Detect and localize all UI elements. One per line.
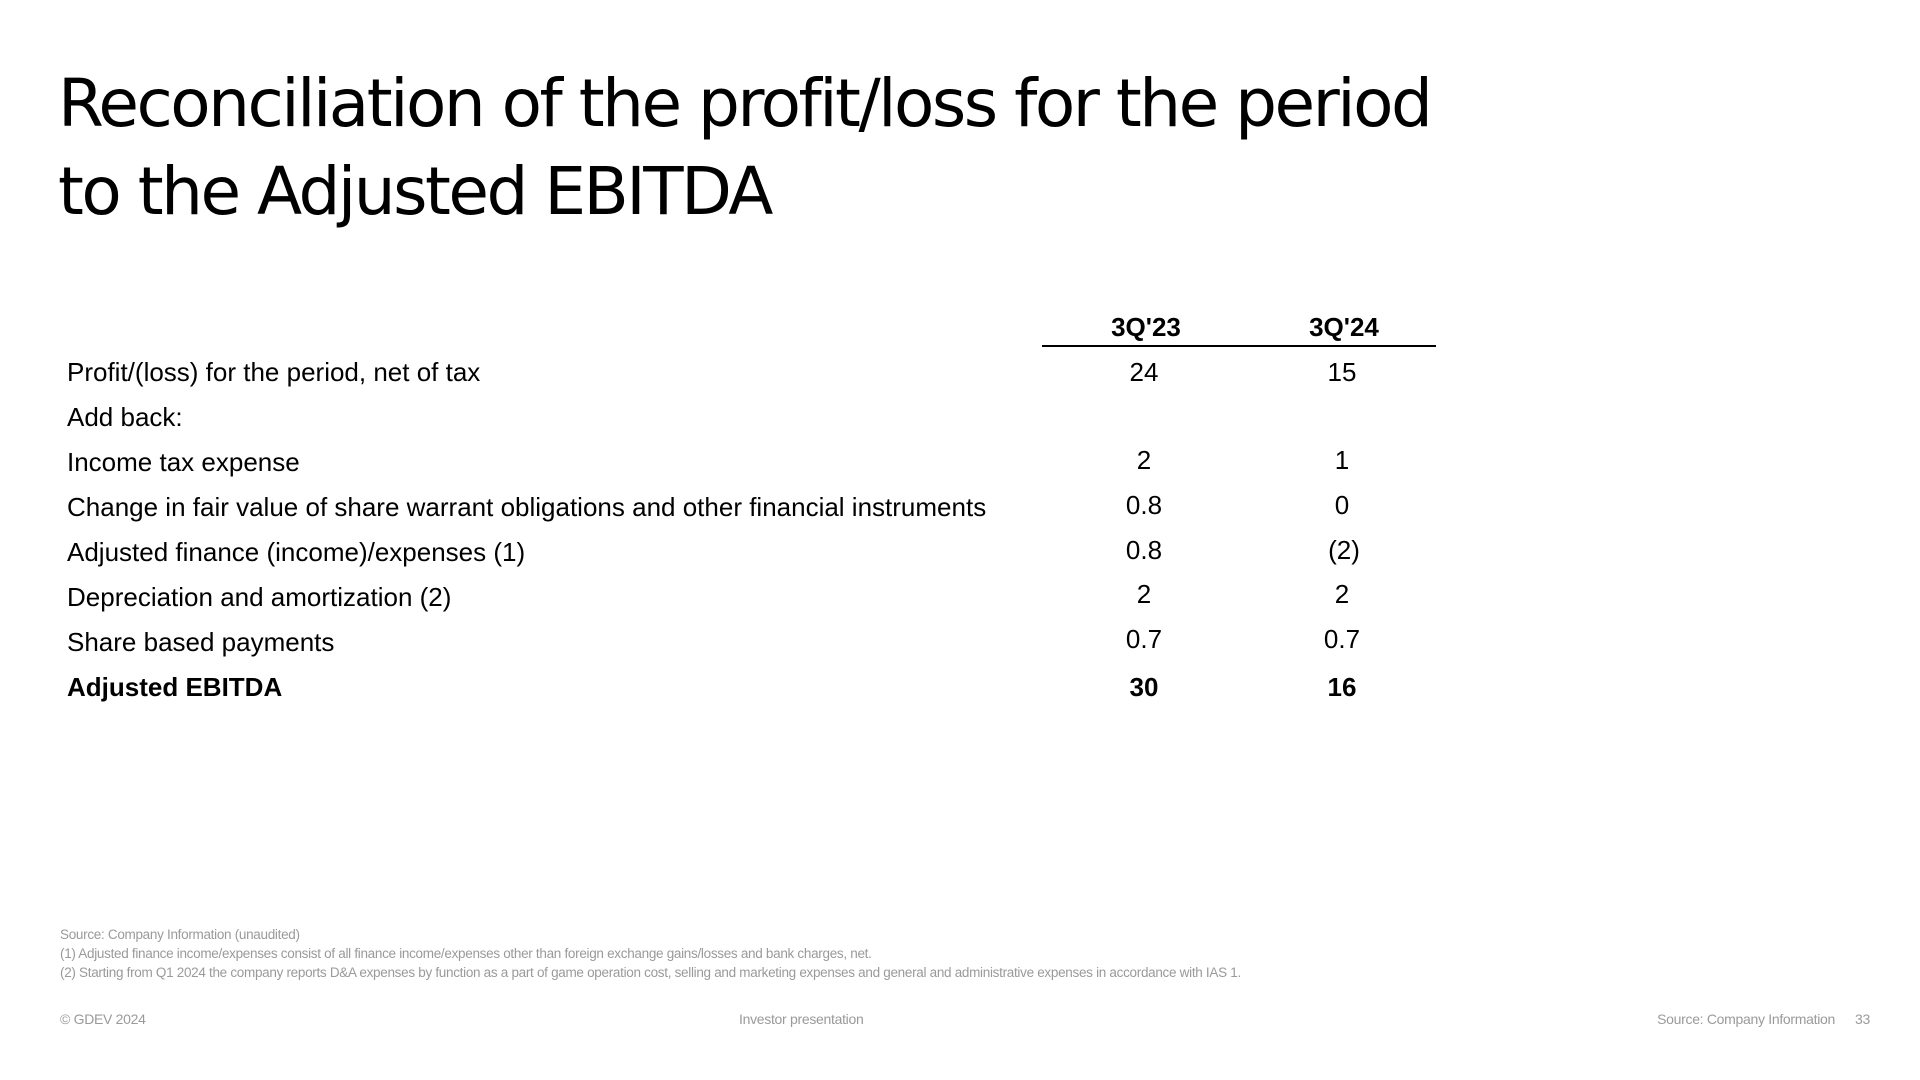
footnotes	[60, 925, 1241, 982]
footnote-1: (1) Adjusted finance income/expenses consist of all finance income/expenses other than foreign exchange gains/losses and bank charges, net.	[60, 946, 872, 961]
cell-profit-loss-3q23: 24	[1129, 357, 1159, 387]
column-header-3q24: 3Q'24	[1309, 312, 1379, 342]
cell-fair-value-change-3q24: 0	[1334, 490, 1350, 520]
page-number: 33	[1855, 1011, 1870, 1027]
cell-fair-value-change-3q23: 0.8	[1125, 490, 1163, 520]
footer-copyright: © GDEV 2024	[60, 1011, 146, 1027]
source-note: Source: Company Information (unaudited)	[60, 927, 300, 942]
row-label-share-based-payments: Share based payments	[67, 627, 335, 657]
header-underline	[1042, 345, 1436, 347]
cell-adjusted-finance-3q23: 0.8	[1125, 535, 1163, 565]
title-line-2: to the Adjusted EBITDA	[58, 153, 771, 230]
row-label-income-tax: Income tax expense	[67, 447, 300, 477]
footnote-2: (2) Starting from Q1 2024 the company reports D&A expenses by function as a part of game operation cost, selling and marketing expenses and general and administrative expenses in accordance with IAS 1.	[60, 965, 1241, 980]
cell-share-based-payments-3q23: 0.7	[1125, 624, 1163, 654]
footer-source: Source: Company Information	[1657, 1011, 1836, 1027]
cell-income-tax-3q24: 1	[1334, 445, 1350, 475]
cell-depreciation-3q23: 2	[1136, 579, 1152, 609]
column-header-3q23: 3Q'23	[1111, 312, 1181, 342]
cell-profit-loss-3q24: 15	[1327, 357, 1357, 387]
cell-adjusted-finance-3q24: (2)	[1328, 535, 1360, 565]
cell-adjusted-ebitda-3q23: 30	[1129, 672, 1159, 702]
row-label-fair-value-change: Change in fair value of share warrant obligations and other financial instruments	[67, 492, 987, 522]
row-label-adjusted-ebitda: Adjusted EBITDA	[67, 672, 283, 702]
row-label-adjusted-finance: Adjusted finance (income)/expenses (1)	[67, 537, 526, 567]
cell-depreciation-3q24: 2	[1334, 579, 1350, 609]
title-line-1: Reconciliation of the profit/loss for the period	[58, 65, 1431, 142]
row-label-profit-loss: Profit/(loss) for the period, net of tax	[67, 357, 481, 387]
cell-income-tax-3q23: 2	[1136, 445, 1152, 475]
cell-share-based-payments-3q24: 0.7	[1323, 624, 1361, 654]
row-label-add-back: Add back:	[67, 402, 183, 432]
row-label-depreciation: Depreciation and amortization (2)	[67, 582, 452, 612]
cell-adjusted-ebitda-3q24: 16	[1327, 672, 1357, 702]
footer-presentation-name: Investor presentation	[739, 1011, 864, 1027]
footer-right	[1657, 1011, 1870, 1027]
